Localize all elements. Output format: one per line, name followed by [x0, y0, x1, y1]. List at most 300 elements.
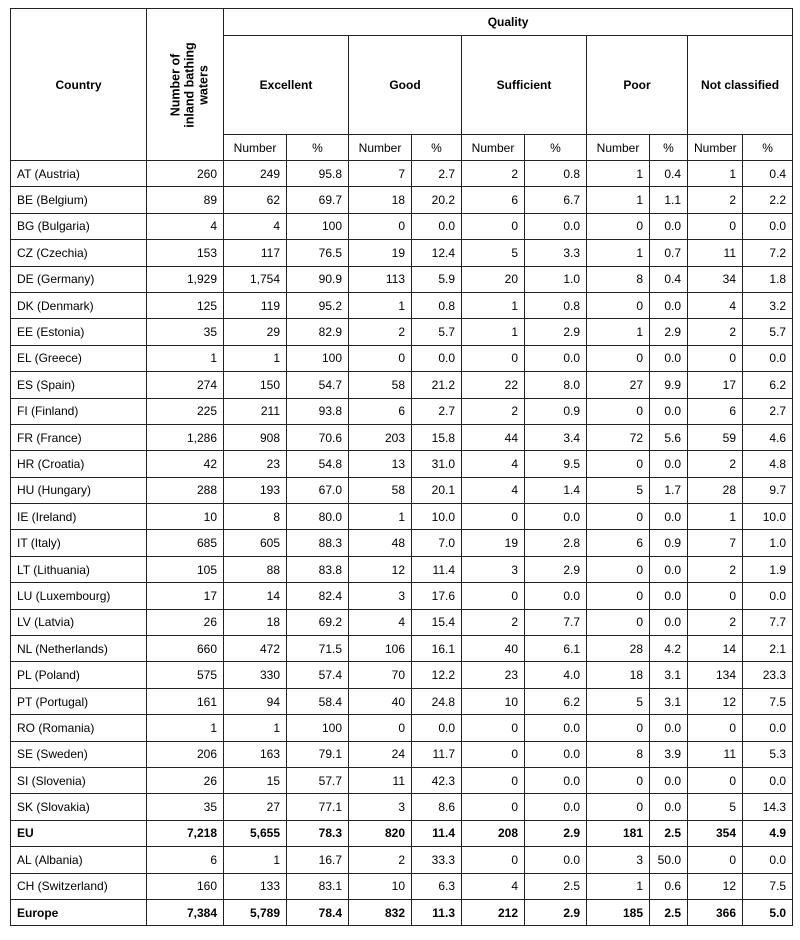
percent-cell: 6.1: [525, 636, 587, 662]
number-cell: 5: [587, 477, 650, 503]
percent-cell: 11.4: [412, 820, 462, 846]
number-cell: 3: [587, 847, 650, 873]
number-cell: 181: [587, 820, 650, 846]
number-cell: 10: [462, 688, 525, 714]
percent-cell: 0.0: [412, 715, 462, 741]
total-cell: 89: [147, 187, 224, 213]
number-cell: 106: [349, 636, 412, 662]
subheader-number: Number: [224, 135, 287, 161]
total-cell: 7,384: [147, 899, 224, 925]
percent-cell: 50.0: [650, 847, 688, 873]
number-cell: 19: [349, 240, 412, 266]
number-cell: 0: [587, 213, 650, 239]
table-row: [11, 504, 793, 530]
number-cell: 193: [224, 477, 287, 503]
total-cell: 10: [147, 504, 224, 530]
number-cell: 3: [349, 794, 412, 820]
country-cell: DE (Germany): [11, 266, 147, 292]
number-cell: 11: [349, 767, 412, 793]
number-cell: 0: [688, 767, 743, 793]
percent-cell: 2.9: [525, 899, 587, 925]
number-cell: 472: [224, 636, 287, 662]
table-row: [11, 240, 793, 266]
country-cell: SI (Slovenia): [11, 767, 147, 793]
category-header-excellent: Excellent: [224, 36, 349, 135]
number-cell: 3: [462, 556, 525, 582]
total-cell: 1: [147, 345, 224, 371]
category-header-poor: Poor: [587, 36, 688, 135]
percent-cell: 0.0: [650, 583, 688, 609]
number-cell: 12: [349, 556, 412, 582]
total-header-line-2: inland bathing: [182, 41, 197, 128]
percent-cell: 1.4: [525, 477, 587, 503]
category-header-good: Good: [349, 36, 462, 135]
percent-cell: 3.4: [525, 424, 587, 450]
country-cell: IT (Italy): [11, 530, 147, 556]
percent-cell: 0.0: [412, 213, 462, 239]
number-cell: 2: [688, 451, 743, 477]
total-cell: 153: [147, 240, 224, 266]
table-row: [11, 583, 793, 609]
number-cell: 133: [224, 873, 287, 899]
total-cell: 685: [147, 530, 224, 556]
percent-cell: 7.2: [743, 240, 793, 266]
percent-cell: 0.9: [650, 530, 688, 556]
percent-cell: 10.0: [743, 504, 793, 530]
percent-cell: 0.0: [525, 504, 587, 530]
percent-cell: 11.4: [412, 556, 462, 582]
number-cell: 0: [587, 345, 650, 371]
percent-cell: 0.0: [743, 583, 793, 609]
country-cell: LT (Lithuania): [11, 556, 147, 582]
country-cell: EL (Greece): [11, 345, 147, 371]
number-cell: 2: [688, 556, 743, 582]
total-cell: 160: [147, 873, 224, 899]
total-cell: 42: [147, 451, 224, 477]
percent-cell: 5.7: [412, 319, 462, 345]
number-cell: 1: [587, 240, 650, 266]
percent-cell: 71.5: [287, 636, 349, 662]
number-cell: 5: [587, 688, 650, 714]
country-column-header: Country: [11, 9, 147, 161]
number-cell: 113: [349, 266, 412, 292]
country-cell: FR (France): [11, 424, 147, 450]
percent-cell: 2.7: [412, 161, 462, 187]
number-cell: 203: [349, 424, 412, 450]
percent-cell: 2.7: [743, 398, 793, 424]
country-cell: LU (Luxembourg): [11, 583, 147, 609]
country-cell: Europe: [11, 899, 147, 925]
number-cell: 5: [688, 794, 743, 820]
number-cell: 28: [587, 636, 650, 662]
number-cell: 908: [224, 424, 287, 450]
total-cell: 1: [147, 715, 224, 741]
number-cell: 0: [688, 715, 743, 741]
percent-cell: 8.6: [412, 794, 462, 820]
total-header-line-1: Number of: [168, 53, 183, 116]
number-cell: 29: [224, 319, 287, 345]
table-row: [11, 636, 793, 662]
percent-cell: 57.4: [287, 662, 349, 688]
percent-cell: 42.3: [412, 767, 462, 793]
total-cell: 4: [147, 213, 224, 239]
table-row: [11, 292, 793, 318]
percent-cell: 0.4: [650, 266, 688, 292]
percent-cell: 0.0: [650, 213, 688, 239]
country-cell: RO (Romania): [11, 715, 147, 741]
table-row: [11, 794, 793, 820]
country-cell: CZ (Czechia): [11, 240, 147, 266]
percent-cell: 2.9: [650, 319, 688, 345]
percent-cell: 2.7: [412, 398, 462, 424]
number-cell: 18: [587, 662, 650, 688]
total-cell: 35: [147, 319, 224, 345]
subheader-percent: %: [412, 135, 462, 161]
percent-cell: 1.8: [743, 266, 793, 292]
number-cell: 7: [349, 161, 412, 187]
percent-cell: 76.5: [287, 240, 349, 266]
number-cell: 1: [224, 847, 287, 873]
number-cell: 4: [462, 477, 525, 503]
number-cell: 1: [587, 319, 650, 345]
number-cell: 1: [224, 715, 287, 741]
subheader-percent: %: [650, 135, 688, 161]
total-cell: 105: [147, 556, 224, 582]
country-cell: SE (Sweden): [11, 741, 147, 767]
percent-cell: 54.7: [287, 372, 349, 398]
percent-cell: 5.9: [412, 266, 462, 292]
number-cell: 70: [349, 662, 412, 688]
number-cell: 12: [688, 688, 743, 714]
percent-cell: 93.8: [287, 398, 349, 424]
number-cell: 185: [587, 899, 650, 925]
table-row: [11, 662, 793, 688]
percent-cell: 57.7: [287, 767, 349, 793]
percent-cell: 0.0: [743, 847, 793, 873]
number-cell: 23: [462, 662, 525, 688]
number-cell: 0: [587, 398, 650, 424]
number-cell: 2: [349, 847, 412, 873]
number-cell: 24: [349, 741, 412, 767]
percent-cell: 7.7: [743, 609, 793, 635]
percent-cell: 69.7: [287, 187, 349, 213]
number-cell: 2: [462, 609, 525, 635]
total-cell: 660: [147, 636, 224, 662]
table-row: [11, 345, 793, 371]
number-cell: 832: [349, 899, 412, 925]
number-cell: 18: [224, 609, 287, 635]
number-cell: 0: [587, 715, 650, 741]
percent-cell: 0.4: [743, 161, 793, 187]
country-cell: EE (Estonia): [11, 319, 147, 345]
percent-cell: 10.0: [412, 504, 462, 530]
percent-cell: 0.0: [650, 715, 688, 741]
percent-cell: 3.1: [650, 662, 688, 688]
number-cell: 1: [349, 292, 412, 318]
number-cell: 1: [587, 161, 650, 187]
number-cell: 10: [349, 873, 412, 899]
percent-cell: 100: [287, 715, 349, 741]
number-cell: 0: [462, 345, 525, 371]
number-cell: 40: [349, 688, 412, 714]
percent-cell: 9.7: [743, 477, 793, 503]
percent-cell: 69.2: [287, 609, 349, 635]
percent-cell: 0.0: [650, 794, 688, 820]
table-row: [11, 741, 793, 767]
number-cell: 22: [462, 372, 525, 398]
number-cell: 0: [587, 583, 650, 609]
percent-cell: 3.2: [743, 292, 793, 318]
number-cell: 0: [587, 767, 650, 793]
table-row: [11, 398, 793, 424]
percent-cell: 0.0: [525, 794, 587, 820]
table-row: [11, 319, 793, 345]
number-cell: 2: [462, 161, 525, 187]
total-cell: 225: [147, 398, 224, 424]
percent-cell: 0.0: [743, 345, 793, 371]
percent-cell: 33.3: [412, 847, 462, 873]
number-cell: 1: [462, 319, 525, 345]
number-cell: 3: [349, 583, 412, 609]
percent-cell: 4.0: [525, 662, 587, 688]
table-row: [11, 477, 793, 503]
total-header-line-3: waters: [196, 64, 211, 105]
percent-cell: 0.0: [650, 345, 688, 371]
table-row: [11, 688, 793, 714]
number-cell: 0: [587, 556, 650, 582]
number-cell: 44: [462, 424, 525, 450]
percent-cell: 95.2: [287, 292, 349, 318]
number-cell: 27: [224, 794, 287, 820]
country-cell: ES (Spain): [11, 372, 147, 398]
percent-cell: 0.0: [525, 741, 587, 767]
percent-cell: 7.5: [743, 688, 793, 714]
percent-cell: 5.0: [743, 899, 793, 925]
percent-cell: 1.1: [650, 187, 688, 213]
category-header-not-classified: Not classified: [688, 36, 793, 135]
percent-cell: 7.5: [743, 873, 793, 899]
country-cell: SK (Slovakia): [11, 794, 147, 820]
subheader-percent: %: [743, 135, 793, 161]
number-cell: 11: [688, 741, 743, 767]
number-cell: 28: [688, 477, 743, 503]
number-cell: 18: [349, 187, 412, 213]
number-cell: 19: [462, 530, 525, 556]
percent-cell: 31.0: [412, 451, 462, 477]
percent-cell: 16.7: [287, 847, 349, 873]
percent-cell: 3.3: [525, 240, 587, 266]
percent-cell: 7.7: [525, 609, 587, 635]
percent-cell: 58.4: [287, 688, 349, 714]
number-cell: 88: [224, 556, 287, 582]
percent-cell: 4.9: [743, 820, 793, 846]
percent-cell: 2.5: [650, 899, 688, 925]
subheader-number: Number: [349, 135, 412, 161]
number-cell: 0: [349, 213, 412, 239]
percent-cell: 100: [287, 345, 349, 371]
number-cell: 58: [349, 372, 412, 398]
number-cell: 1: [349, 504, 412, 530]
country-cell: DK (Denmark): [11, 292, 147, 318]
number-cell: 2: [349, 319, 412, 345]
number-cell: 14: [224, 583, 287, 609]
total-cell: 1,929: [147, 266, 224, 292]
total-cell: 206: [147, 741, 224, 767]
number-cell: 820: [349, 820, 412, 846]
percent-cell: 0.0: [650, 451, 688, 477]
percent-cell: 0.0: [743, 715, 793, 741]
number-cell: 163: [224, 741, 287, 767]
number-cell: 134: [688, 662, 743, 688]
number-cell: 0: [587, 609, 650, 635]
number-cell: 1: [224, 345, 287, 371]
percent-cell: 78.4: [287, 899, 349, 925]
number-cell: 6: [587, 530, 650, 556]
percent-cell: 4.8: [743, 451, 793, 477]
number-cell: 1: [462, 292, 525, 318]
country-cell: EU: [11, 820, 147, 846]
table-row: [11, 609, 793, 635]
percent-cell: 0.0: [525, 583, 587, 609]
percent-cell: 0.0: [650, 556, 688, 582]
number-cell: 1: [587, 187, 650, 213]
table-row: [11, 213, 793, 239]
number-cell: 119: [224, 292, 287, 318]
country-cell: BE (Belgium): [11, 187, 147, 213]
country-cell: PL (Poland): [11, 662, 147, 688]
table-row: [11, 372, 793, 398]
table-header: [11, 9, 793, 161]
percent-cell: 79.1: [287, 741, 349, 767]
percent-cell: 0.8: [525, 292, 587, 318]
table-row: [11, 161, 793, 187]
percent-cell: 7.0: [412, 530, 462, 556]
total-cell: 1,286: [147, 424, 224, 450]
percent-cell: 1.0: [525, 266, 587, 292]
country-cell: AL (Albania): [11, 847, 147, 873]
number-cell: 4: [224, 213, 287, 239]
subheader-percent: %: [287, 135, 349, 161]
number-cell: 212: [462, 899, 525, 925]
number-cell: 0: [688, 345, 743, 371]
percent-cell: 1.0: [743, 530, 793, 556]
total-column-header-text: [169, 42, 211, 127]
percent-cell: 0.0: [650, 292, 688, 318]
total-column-header: [147, 9, 224, 161]
number-cell: 4: [688, 292, 743, 318]
percent-cell: 24.8: [412, 688, 462, 714]
number-cell: 14: [688, 636, 743, 662]
number-cell: 8: [587, 741, 650, 767]
percent-cell: 0.6: [650, 873, 688, 899]
table-row: [11, 873, 793, 899]
percent-cell: 54.8: [287, 451, 349, 477]
percent-cell: 17.6: [412, 583, 462, 609]
percent-cell: 95.8: [287, 161, 349, 187]
percent-cell: 0.0: [525, 767, 587, 793]
total-cell: 288: [147, 477, 224, 503]
percent-cell: 90.9: [287, 266, 349, 292]
percent-cell: 2.9: [525, 556, 587, 582]
percent-cell: 0.9: [525, 398, 587, 424]
number-cell: 0: [688, 583, 743, 609]
number-cell: 2: [688, 187, 743, 213]
percent-cell: 2.1: [743, 636, 793, 662]
number-cell: 0: [587, 451, 650, 477]
subheader-number: Number: [688, 135, 743, 161]
percent-cell: 5.6: [650, 424, 688, 450]
country-cell: IE (Ireland): [11, 504, 147, 530]
percent-cell: 88.3: [287, 530, 349, 556]
number-cell: 62: [224, 187, 287, 213]
percent-cell: 80.0: [287, 504, 349, 530]
percent-cell: 2.9: [525, 820, 587, 846]
total-cell: 260: [147, 161, 224, 187]
percent-cell: 5.7: [743, 319, 793, 345]
percent-cell: 0.7: [650, 240, 688, 266]
number-cell: 0: [462, 715, 525, 741]
percent-cell: 20.2: [412, 187, 462, 213]
number-cell: 208: [462, 820, 525, 846]
percent-cell: 0.0: [525, 715, 587, 741]
total-cell: 26: [147, 609, 224, 635]
number-cell: 40: [462, 636, 525, 662]
country-cell: BG (Bulgaria): [11, 213, 147, 239]
number-cell: 605: [224, 530, 287, 556]
number-cell: 34: [688, 266, 743, 292]
percent-cell: 0.0: [650, 609, 688, 635]
number-cell: 94: [224, 688, 287, 714]
table-row: [11, 266, 793, 292]
percent-cell: 4.6: [743, 424, 793, 450]
percent-cell: 20.1: [412, 477, 462, 503]
table-row: [11, 899, 793, 925]
number-cell: 1: [587, 873, 650, 899]
subheader-number: Number: [587, 135, 650, 161]
number-cell: 0: [587, 292, 650, 318]
number-cell: 20: [462, 266, 525, 292]
table-row: [11, 847, 793, 873]
country-cell: HR (Croatia): [11, 451, 147, 477]
number-cell: 211: [224, 398, 287, 424]
percent-cell: 0.8: [525, 161, 587, 187]
percent-cell: 21.2: [412, 372, 462, 398]
number-cell: 6: [688, 398, 743, 424]
number-cell: 23: [224, 451, 287, 477]
number-cell: 0: [349, 715, 412, 741]
number-cell: 17: [688, 372, 743, 398]
number-cell: 5: [462, 240, 525, 266]
number-cell: 0: [587, 794, 650, 820]
number-cell: 0: [587, 504, 650, 530]
percent-cell: 0.0: [525, 345, 587, 371]
percent-cell: 100: [287, 213, 349, 239]
number-cell: 4: [462, 873, 525, 899]
category-header-sufficient: Sufficient: [462, 36, 587, 135]
subheader-percent: %: [525, 135, 587, 161]
percent-cell: 2.5: [525, 873, 587, 899]
percent-cell: 11.7: [412, 741, 462, 767]
percent-cell: 82.9: [287, 319, 349, 345]
number-cell: 117: [224, 240, 287, 266]
country-cell: FI (Finland): [11, 398, 147, 424]
table-row: [11, 767, 793, 793]
percent-cell: 6.7: [525, 187, 587, 213]
number-cell: 0: [462, 213, 525, 239]
table-row: [11, 187, 793, 213]
percent-cell: 9.9: [650, 372, 688, 398]
percent-cell: 12.4: [412, 240, 462, 266]
